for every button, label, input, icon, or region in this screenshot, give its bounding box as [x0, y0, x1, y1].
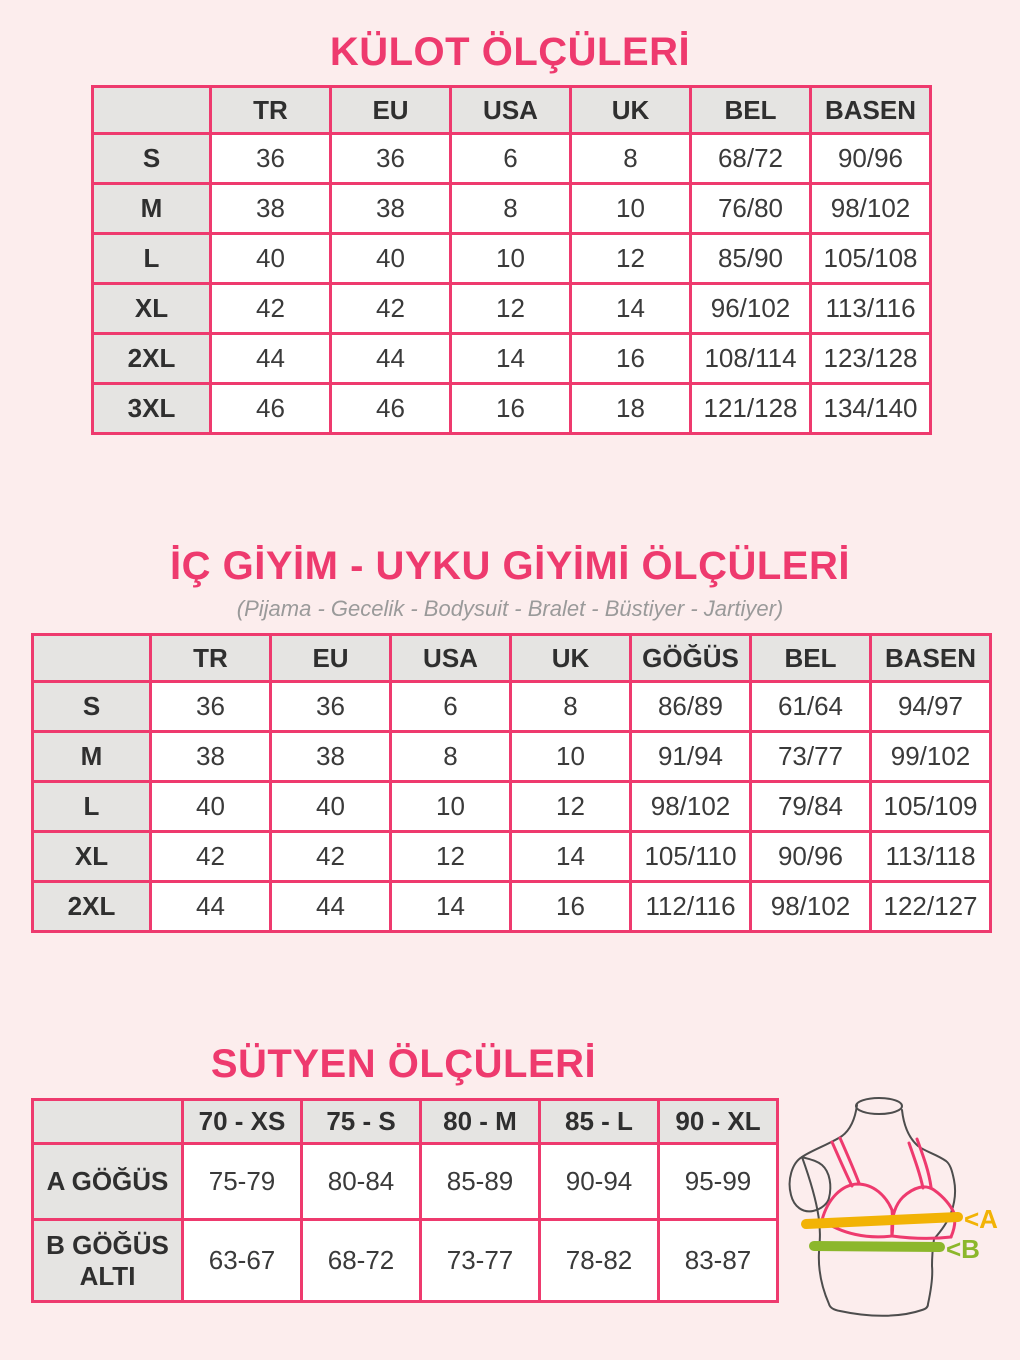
- table-cell: 10: [391, 782, 511, 832]
- table-cell: 40: [151, 782, 271, 832]
- table-cell: 42: [151, 832, 271, 882]
- row-header: XL: [93, 284, 211, 334]
- table-cell: 61/64: [751, 682, 871, 732]
- table-cell: 40: [331, 234, 451, 284]
- column-header-90-xl: 90 - XL: [659, 1100, 778, 1144]
- table-row: [93, 184, 931, 234]
- table-row: [33, 682, 991, 732]
- row-header: M: [33, 732, 151, 782]
- column-header-eu: EU: [271, 635, 391, 682]
- column-header-uk: UK: [571, 87, 691, 134]
- table-cell: 8: [391, 732, 511, 782]
- column-header-75-s: 75 - S: [302, 1100, 421, 1144]
- table-cell: 38: [331, 184, 451, 234]
- table-cell: 12: [391, 832, 511, 882]
- table-row: [93, 234, 931, 284]
- table-cell: 76/80: [691, 184, 811, 234]
- bra-measurement-diagram: [782, 1080, 1020, 1360]
- table-cell: 8: [571, 134, 691, 184]
- table-cell: 14: [571, 284, 691, 334]
- table-cell: 95-99: [659, 1144, 778, 1220]
- table-cell: 113/118: [871, 832, 991, 882]
- bust-measure-band-a: [806, 1217, 958, 1224]
- table-cell: 68-72: [302, 1220, 421, 1302]
- table-cell: 90/96: [751, 832, 871, 882]
- table-cell: 46: [211, 384, 331, 434]
- corner-cell: [93, 87, 211, 134]
- column-header-tr: TR: [211, 87, 331, 134]
- table-cell: 12: [451, 284, 571, 334]
- table-cell: 36: [271, 682, 391, 732]
- column-header-bel: BEL: [751, 635, 871, 682]
- table-cell: 36: [211, 134, 331, 184]
- column-header-basen: BASEN: [811, 87, 931, 134]
- column-header-basen: BASEN: [871, 635, 991, 682]
- kulot-header-row: [93, 87, 931, 134]
- band-a-label: <A: [964, 1204, 998, 1234]
- table-cell: 83-87: [659, 1220, 778, 1302]
- table-cell: 123/128: [811, 334, 931, 384]
- table-cell: 44: [331, 334, 451, 384]
- table-cell: 63-67: [183, 1220, 302, 1302]
- table-cell: 16: [451, 384, 571, 434]
- table-row: [33, 732, 991, 782]
- column-header-80-m: 80 - M: [421, 1100, 540, 1144]
- table-cell: 80-84: [302, 1144, 421, 1220]
- table-row: [33, 882, 991, 932]
- icgiyim-section-subtitle: (Pijama - Gecelik - Bodysuit - Bralet - Büstiyer - Jartiyer): [236, 596, 784, 621]
- table-cell: 78-82: [540, 1220, 659, 1302]
- table-row: [93, 384, 931, 434]
- row-header: XL: [33, 832, 151, 882]
- row-header: 2XL: [93, 334, 211, 384]
- table-cell: 12: [511, 782, 631, 832]
- table-cell: 79/84: [751, 782, 871, 832]
- sutyen-section-title: SÜTYEN ÖLÇÜLERİ: [210, 1042, 597, 1086]
- table-cell: 113/116: [811, 284, 931, 334]
- column-header-gogus: GÖĞÜS: [631, 635, 751, 682]
- table-cell: 10: [511, 732, 631, 782]
- table-cell: 96/102: [691, 284, 811, 334]
- table-cell: 108/114: [691, 334, 811, 384]
- table-cell: 73/77: [751, 732, 871, 782]
- table-cell: 98/102: [811, 184, 931, 234]
- table-cell: 8: [451, 184, 571, 234]
- table-cell: 85-89: [421, 1144, 540, 1220]
- table-cell: 38: [271, 732, 391, 782]
- table-cell: 121/128: [691, 384, 811, 434]
- table-cell: 14: [511, 832, 631, 882]
- table-cell: 68/72: [691, 134, 811, 184]
- table-cell: 18: [571, 384, 691, 434]
- table-cell: 36: [331, 134, 451, 184]
- table-cell: 42: [331, 284, 451, 334]
- column-header-usa: USA: [391, 635, 511, 682]
- sutyen-header-row: [33, 1100, 778, 1144]
- table-cell: 14: [451, 334, 571, 384]
- table-cell: 112/116: [631, 882, 751, 932]
- table-row: [93, 334, 931, 384]
- sutyen-size-table: [31, 1098, 779, 1303]
- table-cell: 6: [391, 682, 511, 732]
- row-header: B GÖĞÜS ALTI: [33, 1220, 183, 1302]
- row-header: L: [33, 782, 151, 832]
- table-cell: 85/90: [691, 234, 811, 284]
- column-header-85-l: 85 - L: [540, 1100, 659, 1144]
- row-header: 3XL: [93, 384, 211, 434]
- row-header: 2XL: [33, 882, 151, 932]
- row-header: S: [93, 134, 211, 184]
- table-cell: 99/102: [871, 732, 991, 782]
- icgiyim-size-table: [31, 633, 992, 933]
- table-cell: 86/89: [631, 682, 751, 732]
- table-row: [33, 782, 991, 832]
- table-cell: 122/127: [871, 882, 991, 932]
- table-cell: 105/110: [631, 832, 751, 882]
- corner-cell: [33, 635, 151, 682]
- mannequin-torso-icon: [790, 1098, 955, 1316]
- table-row: [33, 1220, 778, 1302]
- table-row: [33, 832, 991, 882]
- table-cell: 10: [571, 184, 691, 234]
- table-cell: 8: [511, 682, 631, 732]
- column-header-bel: BEL: [691, 87, 811, 134]
- table-cell: 40: [271, 782, 391, 832]
- table-cell: 14: [391, 882, 511, 932]
- table-cell: 46: [331, 384, 451, 434]
- table-cell: 94/97: [871, 682, 991, 732]
- table-cell: 38: [211, 184, 331, 234]
- table-cell: 98/102: [751, 882, 871, 932]
- kulot-size-table: [91, 85, 932, 435]
- table-cell: 98/102: [631, 782, 751, 832]
- row-header: L: [93, 234, 211, 284]
- table-cell: 75-79: [183, 1144, 302, 1220]
- column-header-uk: UK: [511, 635, 631, 682]
- column-header-70-xs: 70 - XS: [183, 1100, 302, 1144]
- table-cell: 40: [211, 234, 331, 284]
- table-cell: 105/108: [811, 234, 931, 284]
- table-cell: 105/109: [871, 782, 991, 832]
- table-cell: 44: [211, 334, 331, 384]
- icgiyim-header-row: [33, 635, 991, 682]
- table-row: [33, 1144, 778, 1220]
- underbust-measure-band-b: [814, 1246, 940, 1247]
- table-cell: 42: [211, 284, 331, 334]
- table-cell: 73-77: [421, 1220, 540, 1302]
- column-header-tr: TR: [151, 635, 271, 682]
- table-cell: 44: [151, 882, 271, 932]
- corner-cell: [33, 1100, 183, 1144]
- table-cell: 36: [151, 682, 271, 732]
- table-cell: 91/94: [631, 732, 751, 782]
- table-row: [93, 134, 931, 184]
- table-cell: 44: [271, 882, 391, 932]
- row-header: A GÖĞÜS: [33, 1144, 183, 1220]
- table-cell: 6: [451, 134, 571, 184]
- table-cell: 16: [511, 882, 631, 932]
- kulot-section-title: KÜLOT ÖLÇÜLERİ: [329, 30, 691, 74]
- table-cell: 42: [271, 832, 391, 882]
- table-cell: 16: [571, 334, 691, 384]
- table-cell: 90/96: [811, 134, 931, 184]
- table-cell: 90-94: [540, 1144, 659, 1220]
- table-cell: 12: [571, 234, 691, 284]
- row-header: S: [33, 682, 151, 732]
- column-header-eu: EU: [331, 87, 451, 134]
- row-header: M: [93, 184, 211, 234]
- band-b-label: <B: [946, 1234, 980, 1264]
- table-row: [93, 284, 931, 334]
- table-cell: 134/140: [811, 384, 931, 434]
- table-cell: 38: [151, 732, 271, 782]
- column-header-usa: USA: [451, 87, 571, 134]
- icgiyim-section-title: İÇ GİYİM - UYKU GİYİMİ ÖLÇÜLERİ: [170, 544, 850, 588]
- table-cell: 10: [451, 234, 571, 284]
